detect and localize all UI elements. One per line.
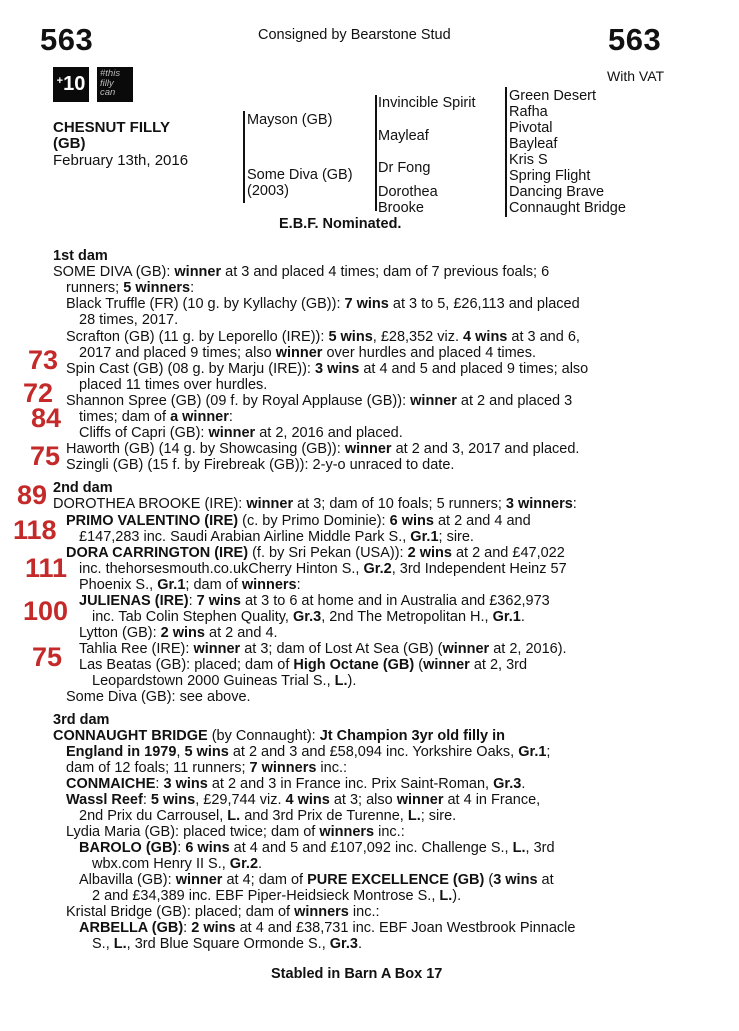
sire: Mayson (GB)	[247, 112, 333, 128]
dam-record-line: SOME DIVA (GB): winner at 3 and placed 4 times; dam of 7 previous foals; 6	[53, 264, 550, 280]
foal-record-line: Wassl Reef: 5 wins, £29,744 viz. 4 wins at 3; also winner at 4 in France,	[66, 792, 541, 808]
pedigree-bracket-2	[375, 95, 377, 211]
horse-title-line2: (GB)	[53, 135, 86, 152]
dam-record-line: CONNAUGHT BRIDGE (by Connaught): Jt Champion 3yr old filly in	[53, 728, 506, 744]
foal-record-line: JULIENAS (IRE): 7 wins at 3 to 6 at home and in Australia and £362,973	[79, 593, 550, 609]
foal-record-line: 28 times, 2017.	[79, 312, 179, 328]
foal-record-line: DORA CARRINGTON (IRE) (f. by Sri Pekan (USA)): 2 wins at 2 and £47,022	[66, 545, 565, 561]
rating-cliffs-of-capri: 84	[31, 403, 62, 433]
foal-record-line: Shannon Spree (GB) (09 f. by Royal Applause (GB)): winner at 2 and placed 3	[66, 393, 573, 409]
great-grandparent: Connaught Bridge	[509, 200, 626, 216]
grandsire-2: Dr Fong	[378, 160, 431, 176]
rating-julienas: 100	[23, 596, 69, 626]
great-grandparent: Bayleaf	[509, 136, 558, 152]
granddam-2-line2: Brooke	[378, 200, 424, 216]
granddam-1: Mayleaf	[378, 128, 429, 144]
plus10-bonus-logo: +10	[53, 67, 89, 102]
dam-record-line: DOROTHEA BROOKE (IRE): winner at 3; dam of 10 foals; 5 runners; 3 winners:	[53, 496, 577, 512]
rating-tahlia-ree: 75	[32, 642, 63, 672]
great-grandparent: Pivotal	[509, 120, 553, 136]
foal-record-line: inc. Tab Colin Stephen Quality, Gr.3, 2nd The Metropolitan H., Gr.1.	[92, 609, 525, 625]
dam-line2: (2003)	[247, 183, 289, 199]
lot-number-left: 563	[40, 22, 94, 57]
rating-spin-cast: 73	[28, 345, 59, 375]
rating-haworth: 75	[30, 441, 61, 471]
section-1st-dam: 1st dam	[53, 248, 108, 264]
foal-record-line: times; dam of a winner:	[79, 409, 233, 425]
foal-record-line: Scrafton (GB) (11 g. by Leporello (IRE)): 5 wins, £28,352 viz. 4 wins at 3 and 6,	[66, 329, 580, 345]
foal-record-line: Haworth (GB) (14 g. by Showcasing (GB)): winner at 2 and 3, 2017 and placed.	[66, 441, 580, 457]
foal-record-line: placed 11 times over hurdles.	[79, 377, 268, 393]
foal-record-line: Lydia Maria (GB): placed twice; dam of winners inc.:	[66, 824, 405, 840]
foal-record-line: Szingli (GB) (15 f. by Firebreak (GB)): 2-y-o unraced to date.	[66, 457, 455, 473]
vat-status: With VAT	[607, 68, 665, 84]
foal-record-line: S., L., 3rd Blue Square Ormonde S., Gr.3.	[92, 936, 363, 952]
foal-record-line: Las Beatas (GB): placed; dam of High Octane (GB) (winner at 2, 3rd	[79, 657, 528, 673]
foal-record-line: Some Diva (GB): see above.	[66, 689, 251, 705]
rating-primo-valentino: 118	[13, 515, 57, 545]
foal-record-line: Albavilla (GB): winner at 4; dam of PURE EXCELLENCE (GB) (3 wins at	[79, 872, 554, 888]
pedigree-bracket-3	[505, 87, 507, 217]
lot-number-right: 563	[608, 22, 662, 57]
foal-record-line: Black Truffle (FR) (10 g. by Kyllachy (GB)): 7 wins at 3 to 5, £26,113 and placed	[66, 296, 580, 312]
date-of-birth: February 13th, 2016	[53, 152, 189, 169]
section-2nd-dam: 2nd dam	[53, 480, 113, 496]
foal-record-line: inc. thehorsesmouth.co.ukCherry Hinton S., Gr.2, 3rd Independent Heinz 57	[79, 561, 567, 577]
ebf-nominated: E.B.F. Nominated.	[279, 216, 402, 232]
foal-record-line: Tahlia Ree (IRE): winner at 3; dam of Lost At Sea (GB) (winner at 2, 2016).	[79, 641, 567, 657]
grandsire-1: Invincible Spirit	[378, 95, 476, 111]
stabling-location: Stabled in Barn A Box 17	[271, 966, 443, 982]
great-grandparent: Rafha	[509, 104, 548, 120]
foal-record-line: ARBELLA (GB): 2 wins at 4 and £38,731 inc. EBF Joan Westbrook Pinnacle	[79, 920, 576, 936]
foal-record-line: CONMAICHE: 3 wins at 2 and 3 in France inc. Prix Saint-Roman, Gr.3.	[66, 776, 526, 792]
foal-record-line: PRIMO VALENTINO (IRE) (c. by Primo Dominie): 6 wins at 2 and 4 and	[66, 513, 531, 529]
foal-record-line: Spin Cast (GB) (08 g. by Marju (IRE)): 3 wins at 4 and 5 and placed 9 times; also	[66, 361, 589, 377]
consignor: Consigned by Bearstone Stud	[258, 27, 451, 43]
horse-title-line1: CHESNUT FILLY	[53, 119, 170, 136]
foal-record-line: Kristal Bridge (GB): placed; dam of winners inc.:	[66, 904, 380, 920]
rating-shannon-spree: 72	[23, 378, 54, 408]
this-filly-can-logo: #this filly can	[97, 67, 133, 102]
pedigree-bracket-1	[243, 111, 245, 203]
foal-record-line: Leopardstown 2000 Guineas Trial S., L.).	[92, 673, 357, 689]
foal-record-line: Cliffs of Capri (GB): winner at 2, 2016 and placed.	[79, 425, 403, 441]
great-grandparent: Dancing Brave	[509, 184, 605, 200]
great-grandparent: Green Desert	[509, 88, 597, 104]
great-grandparent: Spring Flight	[509, 168, 591, 184]
foal-record-line: Phoenix S., Gr.1; dam of winners:	[79, 577, 301, 593]
dam-record-line: England in 1979, 5 wins at 2 and 3 and £58,094 inc. Yorkshire Oaks, Gr.1;	[66, 744, 551, 760]
foal-record-line: 2017 and placed 9 times; also winner over hurdles and placed 4 times.	[79, 345, 537, 361]
foal-record-line: Lytton (GB): 2 wins at 2 and 4.	[79, 625, 278, 641]
dam-record-line: runners; 5 winners:	[66, 280, 195, 296]
foal-record-line: 2 and £34,389 inc. EBF Piper-Heidsieck Montrose S., L.).	[92, 888, 462, 904]
dam-record-line: dam of 12 foals; 11 runners; 7 winners inc.:	[66, 760, 348, 776]
foal-record-line: 2nd Prix du Carrousel, L. and 3rd Prix de Turenne, L.; sire.	[79, 808, 457, 824]
section-3rd-dam: 3rd dam	[53, 712, 110, 728]
granddam-2-line1: Dorothea	[378, 184, 438, 200]
dam-line1: Some Diva (GB)	[247, 167, 353, 183]
foal-record-line: BAROLO (GB): 6 wins at 4 and 5 and £107,092 inc. Challenge S., L., 3rd	[79, 840, 555, 856]
great-grandparent: Kris S	[509, 152, 548, 168]
rating-dorothea-brooke: 89	[17, 480, 48, 510]
rating-dora-carrington: 111	[25, 553, 68, 583]
foal-record-line: £147,283 inc. Saudi Arabian Airline Middle Park S., Gr.1; sire.	[79, 529, 474, 545]
foal-record-line: wbx.com Henry II S., Gr.2.	[92, 856, 263, 872]
